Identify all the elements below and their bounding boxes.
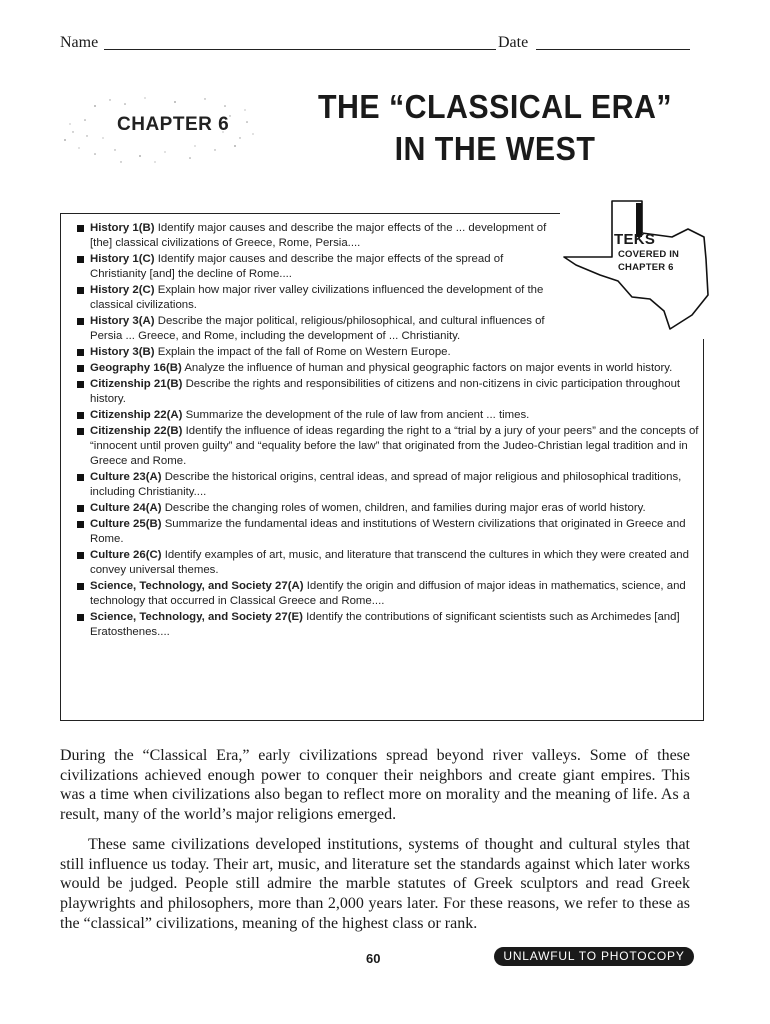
teks-item-history-1c [77, 252, 560, 282]
teks-code: Geography 16(B) [90, 362, 182, 374]
bullet-icon [77, 365, 84, 372]
teks-item-culture-25b [77, 517, 703, 547]
teks-code: Culture 26(C) [90, 549, 162, 561]
teks-code: History 2(C) [90, 284, 155, 296]
teks-code: Culture 25(B) [90, 518, 162, 530]
teks-code: Citizenship 22(A) [90, 409, 183, 421]
bullet-icon [77, 614, 84, 621]
teks-text: Identify the origin and diffusion of major ideas in mathematics, science, and technology that occurred in Classical Greece and Rome.... [90, 580, 686, 607]
paragraph-1: During the “Classical Era,” early civilizations spread beyond river valleys. Some of these civilizations achieved enough power to conquer their neighbors and create giant empires. This was a time when civilizations also began to reflect more on morality and the meaning of life. As a result, many of the world’s major religions emerged. [60, 747, 690, 824]
teks-item-sts-27a [77, 579, 703, 609]
page-title [316, 86, 675, 170]
bullet-icon [77, 225, 84, 232]
teks-item-citizenship-22b [77, 424, 703, 469]
teks-item-history-3b [77, 345, 703, 360]
teks-text: Describe the changing roles of women, children, and families during major eras of world history. [164, 502, 646, 514]
teks-code: Citizenship 22(B) [90, 425, 183, 437]
teks-badge-line3: CHAPTER 6 [618, 262, 674, 273]
name-label: Name [60, 34, 99, 51]
name-field-line[interactable] [104, 49, 496, 50]
teks-text: Describe the historical origins, central ideas, and spread of major religious and philosophical traditions, including Christianity.... [90, 471, 682, 498]
teks-text: Identify major causes and describe the major effects of the ... development of [the] classical civilizations of Greece, Rome, Persia.... [90, 222, 547, 249]
teks-item-history-2c [77, 283, 560, 313]
bullet-icon [77, 318, 84, 325]
teks-code: History 3(B) [90, 346, 155, 358]
teks-badge-line2: COVERED IN [618, 249, 680, 260]
teks-text: Identify the contributions of significant scientists such as Archimedes [and] Eratosthenes.... [90, 611, 680, 638]
page-number: 60 [366, 951, 381, 966]
chapter-label: CHAPTER 6 [117, 114, 230, 135]
teks-text: Describe the rights and responsibilities of citizens and non-citizens in civic participation throughout history. [90, 378, 681, 405]
name-date-header [60, 34, 690, 56]
teks-text: Analyze the influence of human and physical geographic factors on major events in world history. [184, 362, 673, 374]
bullet-icon [77, 583, 84, 590]
teks-code: Science, Technology, and Society 27(A) [90, 580, 304, 592]
teks-text: Describe the major political, religious/philosophical, and cultural influences of Persia ... Greece, and Rome, including the development of ... Christianity. [90, 315, 545, 342]
bullet-icon [77, 256, 84, 263]
bullet-icon [77, 428, 84, 435]
teks-item-sts-27e [77, 610, 703, 640]
teks-item-culture-23a [77, 470, 703, 500]
teks-item-culture-26c [77, 548, 703, 578]
chapter-badge [55, 88, 265, 168]
paragraph-2: These same civilizations developed institutions, systems of thought and cultural styles that still influence us today. Their art, music, and literature set the standards against which later works would be judged. People still admire the marble statutes of Greek sculptors and read Greek playwrights and philosophers, more than 2,000 years later. For these reasons, we refer to these as the “classical” civilizations, meaning of the highest class or rank. [60, 835, 690, 932]
teks-text: Identify examples of art, music, and literature that transcend the cultures in which they were created and convey universal themes. [90, 549, 689, 576]
teks-code: Culture 23(A) [90, 471, 162, 483]
teks-text: Identify the influence of ideas regarding the right to a “trial by a jury of your peers” and the concepts of “innocent until proven guilty” and “equality before the law” that originated from the Judeo-Christian legal tradition and in Greece and Rome. [90, 425, 699, 467]
teks-code: History 1(B) [90, 222, 155, 234]
teks-code: Science, Technology, and Society 27(E) [90, 611, 303, 623]
teks-text: Summarize the fundamental ideas and institutions of Western civilizations that originated in Greece and Rome. [90, 518, 686, 545]
teks-text: Summarize the development of the rule of law from ancient ... times. [185, 409, 530, 421]
bullet-icon [77, 521, 84, 528]
bullet-icon [77, 505, 84, 512]
teks-badge-line1: TEKS [614, 231, 656, 248]
teks-code: Culture 24(A) [90, 502, 162, 514]
teks-item-citizenship-22a [77, 408, 703, 423]
teks-item-history-3a [77, 314, 560, 344]
body-text [60, 746, 690, 933]
teks-item-history-1b [77, 221, 560, 251]
bullet-icon [77, 552, 84, 559]
teks-item-citizenship-21b [77, 377, 703, 407]
date-field-line[interactable] [536, 49, 690, 50]
date-label: Date [498, 34, 529, 51]
teks-text: Identify major causes and describe the major effects of the spread of Christianity [and] the decline of Rome.... [90, 253, 504, 280]
bullet-icon [77, 287, 84, 294]
teks-item-geography-16b [77, 361, 703, 376]
teks-code: History 1(C) [90, 253, 155, 265]
bullet-icon [77, 474, 84, 481]
teks-text: Explain the impact of the fall of Rome on Western Europe. [157, 346, 451, 358]
teks-code: History 3(A) [90, 315, 155, 327]
bullet-icon [77, 381, 84, 388]
teks-code: Citizenship 21(B) [90, 378, 183, 390]
teks-texas-badge [560, 199, 710, 339]
title-line-1: THE “CLASSICAL ERA” [318, 88, 672, 125]
copyright-notice-badge: UNLAWFUL TO PHOTOCOPY [494, 947, 694, 966]
title-line-2: IN THE WEST [394, 130, 596, 167]
teks-text: Explain how major river valley civilizations influenced the development of the classical civilizations. [90, 284, 544, 311]
bullet-icon [77, 412, 84, 419]
bullet-icon [77, 349, 84, 356]
teks-item-culture-24a [77, 501, 703, 516]
